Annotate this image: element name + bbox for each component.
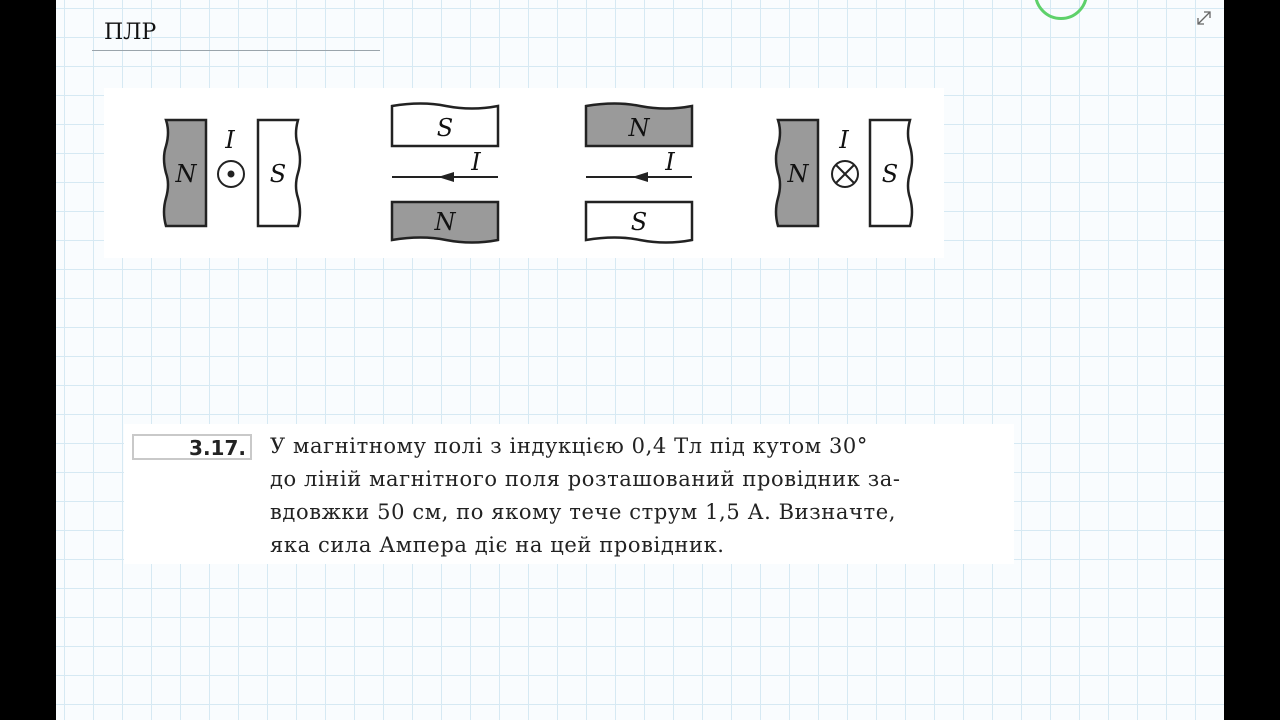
pole-label: S [436,114,454,142]
magnet-diagrams [104,88,944,258]
expand-icon[interactable] [1194,8,1214,28]
pole-label: N [628,114,650,142]
problem-number: 3.17. [189,436,246,460]
pole-label: N [787,160,809,188]
current-label: I [225,126,235,154]
title-underline [92,50,380,51]
pole-label: N [434,208,456,236]
worksheet-page [56,0,1224,720]
pole-label: S [269,160,287,188]
current-label: I [839,126,849,154]
current-label: I [471,148,481,176]
cursor-highlight [1034,0,1088,20]
page-title: ПЛР [104,20,157,45]
problem-line: до ліній магнітного поля розташований провідник за- [270,467,901,491]
problem-text [270,430,970,562]
pole-label: S [630,208,648,236]
pole-label: S [881,160,899,188]
problem-number-box [132,434,252,460]
problem-line: яка сила Ампера діє на цей провідник. [270,533,725,557]
problem-card [124,424,1014,564]
problem-line: У магнітному полі з індукцією 0,4 Тл під кутом 30° [270,434,868,458]
current-label: I [665,148,675,176]
problem-line: вдовжки 50 см, по якому тече струм 1,5 А. Визначте, [270,500,897,524]
pole-label: N [175,160,197,188]
